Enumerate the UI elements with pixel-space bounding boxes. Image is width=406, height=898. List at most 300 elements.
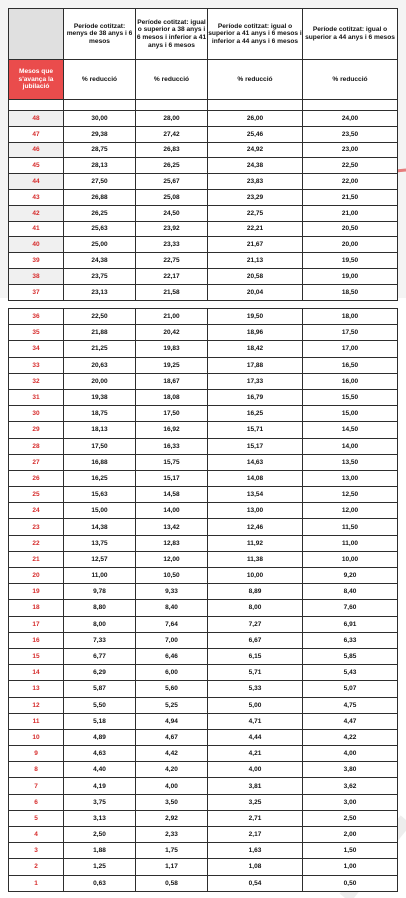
reduction-value-cell: 8,40 (136, 600, 208, 616)
table-row (9, 665, 398, 681)
months-cell: 43 (9, 189, 64, 205)
reduction-value-cell: 28,75 (64, 142, 136, 158)
reduction-value-cell: 21,25 (64, 341, 136, 357)
spacer-cell (9, 100, 64, 111)
header-col-3: Període cotitzat: igual o superior a 41 anys i 6 mesos i inferior a 44 anys i 6 mesos (208, 9, 303, 60)
months-cell: 28 (9, 438, 64, 454)
months-cell: 9 (9, 746, 64, 762)
reduction-value-cell: 2,00 (303, 827, 398, 843)
months-cell: 17 (9, 616, 64, 632)
reduction-value-cell: 17,50 (303, 325, 398, 341)
reduction-value-cell: 5,18 (64, 713, 136, 729)
reduction-value-cell: 26,00 (208, 111, 303, 127)
table-row (9, 600, 398, 616)
reduction-value-cell: 10,00 (208, 568, 303, 584)
reduction-value-cell: 30,00 (64, 111, 136, 127)
reduction-value-cell: 10,50 (136, 568, 208, 584)
months-cell: 38 (9, 268, 64, 284)
reduction-value-cell: 22,00 (303, 174, 398, 190)
reduction-value-cell: 12,46 (208, 519, 303, 535)
reduction-value-cell: 6,46 (136, 648, 208, 664)
reduction-value-cell: 15,17 (136, 470, 208, 486)
months-cell: 15 (9, 648, 64, 664)
months-cell: 34 (9, 341, 64, 357)
months-cell: 3 (9, 843, 64, 859)
table-row (9, 843, 398, 859)
reduction-value-cell: 5,25 (136, 697, 208, 713)
months-cell: 12 (9, 697, 64, 713)
months-cell: 45 (9, 158, 64, 174)
reduction-value-cell: 8,00 (208, 600, 303, 616)
reduction-value-cell: 14,00 (136, 503, 208, 519)
table-row (9, 827, 398, 843)
months-cell: 1 (9, 875, 64, 891)
reduction-value-cell: 18,50 (303, 284, 398, 300)
reduction-value-cell: 28,13 (64, 158, 136, 174)
reduction-value-cell: 2,50 (303, 810, 398, 826)
reduction-value-cell: 23,29 (208, 189, 303, 205)
reduction-value-cell: 17,88 (208, 357, 303, 373)
table-row (9, 778, 398, 794)
reduction-value-cell: 21,50 (303, 189, 398, 205)
reduction-value-cell: 3,13 (64, 810, 136, 826)
reduction-value-cell: 4,21 (208, 746, 303, 762)
months-cell: 13 (9, 681, 64, 697)
months-cell: 7 (9, 778, 64, 794)
reduction-value-cell: 1,17 (136, 859, 208, 875)
reduction-value-cell: 20,42 (136, 325, 208, 341)
table-row (9, 729, 398, 745)
table-row (9, 454, 398, 470)
months-cell: 32 (9, 373, 64, 389)
reduction-value-cell: 14,50 (303, 422, 398, 438)
reduction-value-cell: 7,64 (136, 616, 208, 632)
reduction-value-cell: 11,38 (208, 551, 303, 567)
reduction-value-cell: 5,00 (208, 697, 303, 713)
reduction-value-cell: 8,80 (64, 600, 136, 616)
reduction-value-cell: 19,38 (64, 389, 136, 405)
reduction-value-cell: 23,75 (64, 268, 136, 284)
months-cell: 20 (9, 568, 64, 584)
reduction-value-cell: 1,00 (303, 859, 398, 875)
table-row (9, 325, 398, 341)
reduction-value-cell: 18,96 (208, 325, 303, 341)
table-row (9, 762, 398, 778)
reduction-value-cell: 6,29 (64, 665, 136, 681)
table-row (9, 158, 398, 174)
reduction-value-cell: 17,50 (64, 438, 136, 454)
reduction-value-cell: 23,83 (208, 174, 303, 190)
months-cell: 4 (9, 827, 64, 843)
reduction-value-cell: 14,00 (303, 438, 398, 454)
months-cell: 23 (9, 519, 64, 535)
reduction-value-cell: 2,50 (64, 827, 136, 843)
table-row (9, 142, 398, 158)
months-cell: 19 (9, 584, 64, 600)
table-row (9, 237, 398, 253)
table-row (9, 584, 398, 600)
reduction-value-cell: 3,62 (303, 778, 398, 794)
table-row (9, 535, 398, 551)
reduction-value-cell: 5,07 (303, 681, 398, 697)
reduction-value-cell: 4,42 (136, 746, 208, 762)
reduction-value-cell: 20,58 (208, 268, 303, 284)
reduction-value-cell: 14,08 (208, 470, 303, 486)
reduction-value-cell: 6,00 (136, 665, 208, 681)
reduction-value-cell: 14,58 (136, 487, 208, 503)
reduction-value-cell: 4,89 (64, 729, 136, 745)
table-row (9, 284, 398, 300)
reduction-value-cell: 11,00 (303, 535, 398, 551)
reduction-value-cell: 10,00 (303, 551, 398, 567)
reduction-value-cell: 6,15 (208, 648, 303, 664)
reduction-value-cell: 16,25 (208, 406, 303, 422)
reduction-value-cell: 4,00 (208, 762, 303, 778)
reduction-value-cell: 20,00 (303, 237, 398, 253)
reduction-value-cell: 16,92 (136, 422, 208, 438)
table-row (9, 487, 398, 503)
table-row (9, 551, 398, 567)
reduction-value-cell: 2,92 (136, 810, 208, 826)
reduction-value-cell: 11,92 (208, 535, 303, 551)
reduction-value-cell: 3,80 (303, 762, 398, 778)
months-header: Mesos que s'avança la jubilació (9, 60, 64, 100)
reduction-value-cell: 15,17 (208, 438, 303, 454)
reduction-value-cell: 24,00 (303, 111, 398, 127)
reduction-value-cell: 7,27 (208, 616, 303, 632)
reduction-value-cell: 14,38 (64, 519, 136, 535)
reduction-value-cell: 4,47 (303, 713, 398, 729)
reduction-value-cell: 20,04 (208, 284, 303, 300)
reduction-value-cell: 13,75 (64, 535, 136, 551)
reduction-value-cell: 4,71 (208, 713, 303, 729)
reduction-value-cell: 16,00 (303, 373, 398, 389)
months-cell: 10 (9, 729, 64, 745)
reduction-value-cell: 1,08 (208, 859, 303, 875)
header-col-4: Període cotitzat: igual o superior a 44 anys i 6 mesos (303, 9, 398, 60)
reduction-value-cell: 5,43 (303, 665, 398, 681)
reduction-value-cell: 26,83 (136, 142, 208, 158)
reduction-value-cell: 13,00 (303, 470, 398, 486)
reduction-value-cell: 22,75 (208, 205, 303, 221)
reduction-value-cell: 3,50 (136, 794, 208, 810)
reduction-value-cell: 2,71 (208, 810, 303, 826)
table-row (9, 268, 398, 284)
reduction-value-cell: 4,94 (136, 713, 208, 729)
reduction-value-cell: 19,50 (303, 253, 398, 269)
reduction-value-cell: 22,50 (303, 158, 398, 174)
table-row (9, 503, 398, 519)
reduction-value-cell: 5,85 (303, 648, 398, 664)
reduction-value-cell: 23,13 (64, 284, 136, 300)
table-row (9, 632, 398, 648)
reduction-value-cell: 15,71 (208, 422, 303, 438)
reduction-value-cell: 19,00 (303, 268, 398, 284)
table-row (9, 221, 398, 237)
table-row (9, 568, 398, 584)
months-cell: 33 (9, 357, 64, 373)
reduction-value-cell: 1,63 (208, 843, 303, 859)
reduction-value-cell: 6,33 (303, 632, 398, 648)
reduction-value-cell: 21,13 (208, 253, 303, 269)
reduction-value-cell: 25,46 (208, 126, 303, 142)
months-cell: 30 (9, 406, 64, 422)
reduction-value-cell: 4,20 (136, 762, 208, 778)
table-row (9, 875, 398, 891)
reduction-table-top (8, 8, 398, 301)
months-cell: 14 (9, 665, 64, 681)
table-row (9, 681, 398, 697)
reduction-value-cell: 13,00 (208, 503, 303, 519)
reduction-value-cell: 1,75 (136, 843, 208, 859)
reduction-label-2: % reducció (136, 60, 208, 100)
reduction-value-cell: 5,87 (64, 681, 136, 697)
reduction-value-cell: 26,25 (136, 158, 208, 174)
reduction-value-cell: 3,00 (303, 794, 398, 810)
months-cell: 42 (9, 205, 64, 221)
reduction-value-cell: 6,91 (303, 616, 398, 632)
table-row (9, 746, 398, 762)
table-row (9, 357, 398, 373)
months-cell: 16 (9, 632, 64, 648)
months-cell: 2 (9, 859, 64, 875)
reduction-value-cell: 16,33 (136, 438, 208, 454)
reduction-value-cell: 26,25 (64, 205, 136, 221)
reduction-value-cell: 20,50 (303, 221, 398, 237)
reduction-value-cell: 13,54 (208, 487, 303, 503)
reduction-value-cell: 1,50 (303, 843, 398, 859)
table-row (9, 309, 398, 325)
reduction-value-cell: 24,38 (208, 158, 303, 174)
table-row (9, 438, 398, 454)
table-row (9, 713, 398, 729)
reduction-value-cell: 0,54 (208, 875, 303, 891)
months-cell: 39 (9, 253, 64, 269)
months-cell: 6 (9, 794, 64, 810)
reduction-value-cell: 24,38 (64, 253, 136, 269)
reduction-value-cell: 3,75 (64, 794, 136, 810)
months-cell: 5 (9, 810, 64, 826)
reduction-value-cell: 21,88 (64, 325, 136, 341)
reduction-value-cell: 22,21 (208, 221, 303, 237)
reduction-value-cell: 21,58 (136, 284, 208, 300)
months-cell: 21 (9, 551, 64, 567)
reduction-value-cell: 19,83 (136, 341, 208, 357)
reduction-value-cell: 6,67 (208, 632, 303, 648)
spacer-cell (64, 100, 136, 111)
reduction-value-cell: 24,92 (208, 142, 303, 158)
spacer-cell (208, 100, 303, 111)
reduction-value-cell: 23,33 (136, 237, 208, 253)
table-row (9, 470, 398, 486)
reduction-value-cell: 15,75 (136, 454, 208, 470)
months-cell: 18 (9, 600, 64, 616)
reduction-value-cell: 21,00 (303, 205, 398, 221)
reduction-value-cell: 5,71 (208, 665, 303, 681)
reduction-value-cell: 2,17 (208, 827, 303, 843)
reduction-value-cell: 19,50 (208, 309, 303, 325)
reduction-value-cell: 15,63 (64, 487, 136, 503)
table-row (9, 406, 398, 422)
table-row (9, 794, 398, 810)
table-row (9, 810, 398, 826)
reduction-value-cell: 6,77 (64, 648, 136, 664)
table-row (9, 341, 398, 357)
spacer-cell (303, 100, 398, 111)
reduction-value-cell: 8,89 (208, 584, 303, 600)
reduction-value-cell: 18,75 (64, 406, 136, 422)
reduction-label-4: % reducció (303, 60, 398, 100)
reduction-value-cell: 23,92 (136, 221, 208, 237)
table-row (9, 697, 398, 713)
table-row (9, 519, 398, 535)
reduction-value-cell: 15,50 (303, 389, 398, 405)
reduction-value-cell: 16,79 (208, 389, 303, 405)
reduction-value-cell: 18,42 (208, 341, 303, 357)
reduction-value-cell: 0,50 (303, 875, 398, 891)
reduction-value-cell: 17,50 (136, 406, 208, 422)
reduction-value-cell: 12,83 (136, 535, 208, 551)
reduction-value-cell: 1,88 (64, 843, 136, 859)
table-row (9, 253, 398, 269)
reduction-value-cell: 7,33 (64, 632, 136, 648)
reduction-value-cell: 17,33 (208, 373, 303, 389)
reduction-value-cell: 22,75 (136, 253, 208, 269)
reduction-value-cell: 3,25 (208, 794, 303, 810)
reduction-value-cell: 20,63 (64, 357, 136, 373)
reduction-value-cell: 0,63 (64, 875, 136, 891)
table-row (9, 648, 398, 664)
months-cell: 22 (9, 535, 64, 551)
reduction-value-cell: 16,88 (64, 454, 136, 470)
reduction-value-cell: 9,20 (303, 568, 398, 584)
reduction-value-cell: 14,63 (208, 454, 303, 470)
reduction-value-cell: 27,42 (136, 126, 208, 142)
reduction-value-cell: 26,88 (64, 189, 136, 205)
reduction-value-cell: 4,19 (64, 778, 136, 794)
reduction-value-cell: 4,22 (303, 729, 398, 745)
months-cell: 35 (9, 325, 64, 341)
header-col-1: Període cotitzat: menys de 38 anys i 6 mesos (64, 9, 136, 60)
months-cell: 36 (9, 309, 64, 325)
reduction-value-cell: 9,78 (64, 584, 136, 600)
table-row (9, 189, 398, 205)
reduction-value-cell: 4,00 (303, 746, 398, 762)
reduction-value-cell: 20,00 (64, 373, 136, 389)
table-row (9, 111, 398, 127)
reduction-value-cell: 5,50 (64, 697, 136, 713)
reduction-table-bottom (8, 308, 398, 892)
months-cell: 11 (9, 713, 64, 729)
reduction-value-cell: 12,00 (303, 503, 398, 519)
reduction-value-cell: 22,50 (64, 309, 136, 325)
table-row (9, 373, 398, 389)
reduction-value-cell: 9,33 (136, 584, 208, 600)
reduction-value-cell: 18,00 (303, 309, 398, 325)
spacer-cell (136, 100, 208, 111)
months-cell: 27 (9, 454, 64, 470)
reduction-value-cell: 7,00 (136, 632, 208, 648)
months-cell: 41 (9, 221, 64, 237)
table-row (9, 205, 398, 221)
months-cell: 46 (9, 142, 64, 158)
reduction-value-cell: 15,00 (303, 406, 398, 422)
months-cell: 24 (9, 503, 64, 519)
reduction-value-cell: 24,50 (136, 205, 208, 221)
reduction-value-cell: 4,40 (64, 762, 136, 778)
reduction-value-cell: 12,50 (303, 487, 398, 503)
months-cell: 37 (9, 284, 64, 300)
reduction-value-cell: 13,50 (303, 454, 398, 470)
months-cell: 48 (9, 111, 64, 127)
months-cell: 25 (9, 487, 64, 503)
reduction-value-cell: 23,50 (303, 126, 398, 142)
reduction-value-cell: 18,13 (64, 422, 136, 438)
reduction-value-cell: 7,60 (303, 600, 398, 616)
reduction-value-cell: 17,00 (303, 341, 398, 357)
months-cell: 29 (9, 422, 64, 438)
months-cell: 31 (9, 389, 64, 405)
reduction-value-cell: 23,00 (303, 142, 398, 158)
table-row (9, 126, 398, 142)
reduction-value-cell: 4,75 (303, 697, 398, 713)
months-cell: 44 (9, 174, 64, 190)
reduction-value-cell: 25,08 (136, 189, 208, 205)
reduction-value-cell: 29,38 (64, 126, 136, 142)
reduction-value-cell: 5,33 (208, 681, 303, 697)
table-row (9, 859, 398, 875)
months-cell: 26 (9, 470, 64, 486)
table-row (9, 389, 398, 405)
reduction-value-cell: 15,00 (64, 503, 136, 519)
reduction-value-cell: 0,58 (136, 875, 208, 891)
reduction-value-cell: 3,81 (208, 778, 303, 794)
reduction-value-cell: 25,67 (136, 174, 208, 190)
table-row (9, 174, 398, 190)
reduction-value-cell: 4,63 (64, 746, 136, 762)
reduction-value-cell: 5,60 (136, 681, 208, 697)
reduction-value-cell: 4,00 (136, 778, 208, 794)
reduction-label-3: % reducció (208, 60, 303, 100)
reduction-value-cell: 21,00 (136, 309, 208, 325)
reduction-value-cell: 12,00 (136, 551, 208, 567)
reduction-value-cell: 16,25 (64, 470, 136, 486)
reduction-value-cell: 4,67 (136, 729, 208, 745)
months-cell: 8 (9, 762, 64, 778)
header-corner-cell (9, 9, 64, 60)
reduction-value-cell: 21,67 (208, 237, 303, 253)
reduction-value-cell: 22,17 (136, 268, 208, 284)
reduction-value-cell: 8,40 (303, 584, 398, 600)
reduction-value-cell: 18,08 (136, 389, 208, 405)
reduction-value-cell: 25,63 (64, 221, 136, 237)
reduction-value-cell: 19,25 (136, 357, 208, 373)
header-col-2: Període cotitzat: igual o superior a 38 anys i 6 mesos i inferior a 41 anys i 6 mesos (136, 9, 208, 60)
reduction-value-cell: 27,50 (64, 174, 136, 190)
reduction-label-1: % reducció (64, 60, 136, 100)
months-cell: 40 (9, 237, 64, 253)
reduction-value-cell: 28,00 (136, 111, 208, 127)
table-row (9, 616, 398, 632)
months-cell: 47 (9, 126, 64, 142)
reduction-value-cell: 8,00 (64, 616, 136, 632)
reduction-value-cell: 11,50 (303, 519, 398, 535)
reduction-value-cell: 12,57 (64, 551, 136, 567)
reduction-value-cell: 11,00 (64, 568, 136, 584)
table-row (9, 422, 398, 438)
reduction-value-cell: 4,44 (208, 729, 303, 745)
reduction-value-cell: 16,50 (303, 357, 398, 373)
